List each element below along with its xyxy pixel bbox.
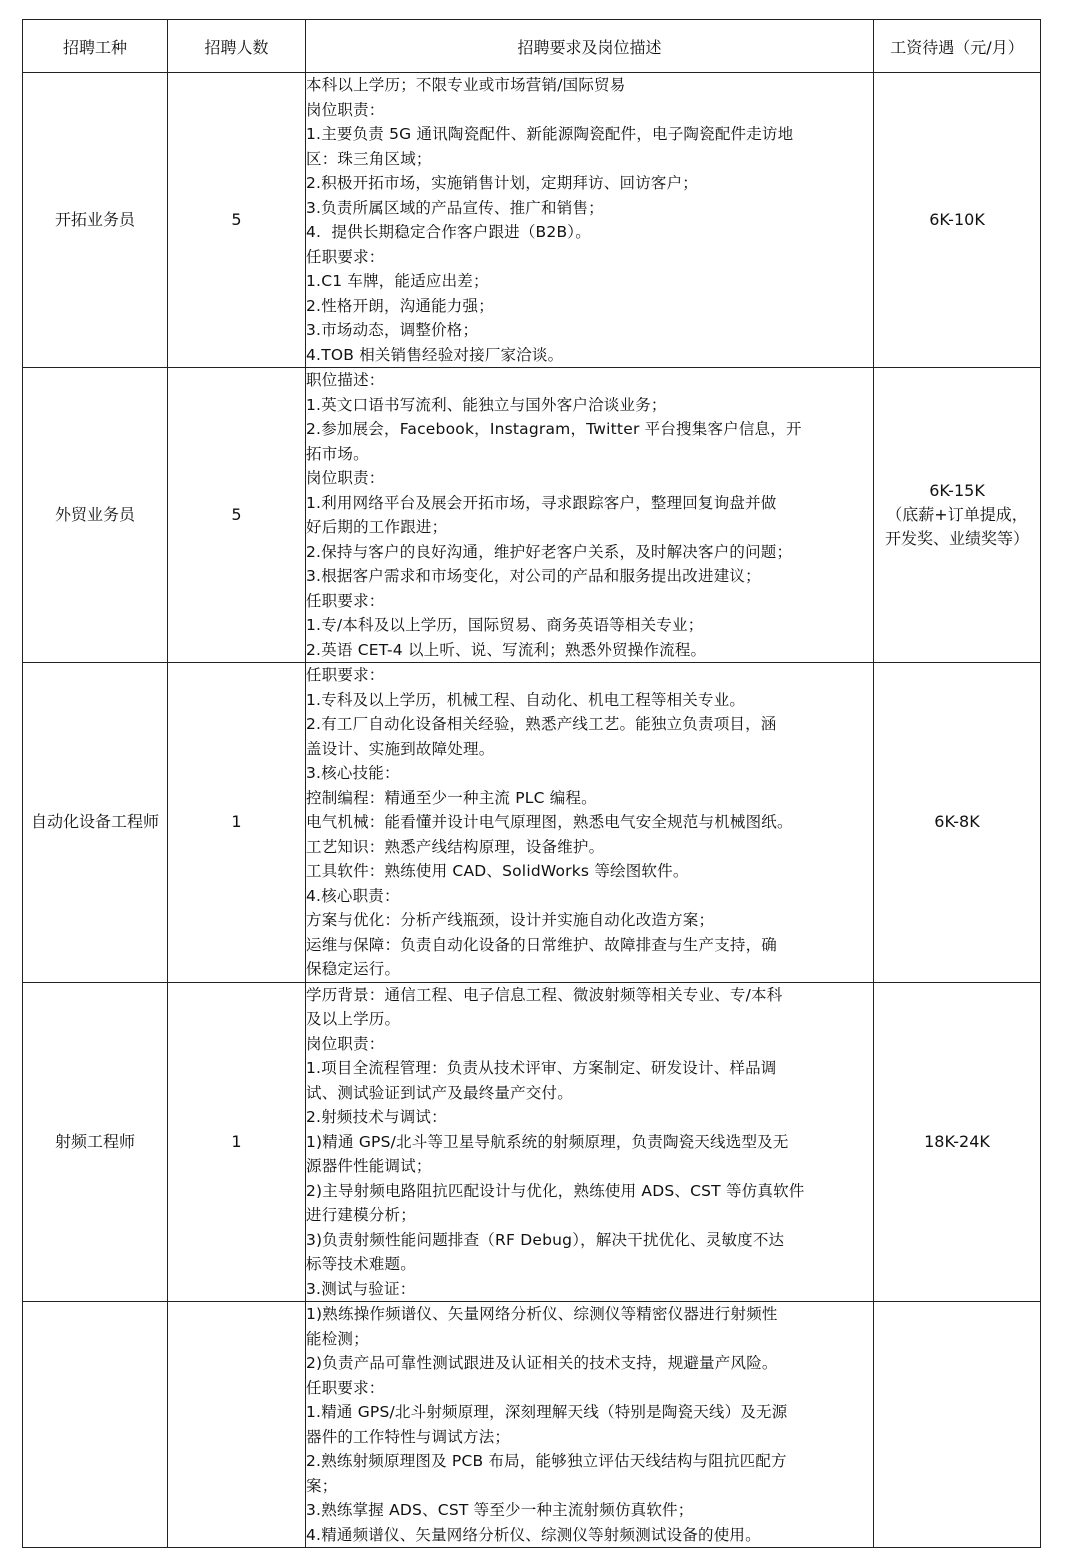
salary-line: 6K-15K <box>929 481 985 500</box>
description-line: 盖设计、实施到故障处理。 <box>306 739 495 758</box>
description-line: 能检测； <box>306 1329 369 1348</box>
description-line: 进行建模分析； <box>306 1206 416 1224</box>
description-line: 拓市场。 <box>306 444 369 463</box>
header-job-type: 招聘工种 <box>23 20 168 73</box>
description-line: 3.测试与验证： <box>306 1279 416 1298</box>
description-cell <box>306 1302 874 1548</box>
description-line: 1.利用网络平台及展会开拓市场，寻求跟踪客户，整理回复询盘并做 <box>306 493 777 512</box>
headcount-cell <box>168 1302 306 1548</box>
description-line: 运维与保障：负责自动化设备的日常维护、故障排查与生产支持，确 <box>306 935 778 954</box>
description-line: 案； <box>306 1476 338 1495</box>
salary-line: 6K-10K <box>929 210 985 229</box>
header-salary: 工资待遇（元/月） <box>874 20 1041 73</box>
description-line: 2.性格开朗，沟通能力强； <box>306 296 494 315</box>
description-line: 2.参加展会，Facebook，Instagram，Twitter 平台搜集客户信息，开 <box>306 420 802 438</box>
description-line: 4. 提供长期稳定合作客户跟进（B2B）。 <box>306 223 591 241</box>
description-cell <box>306 368 874 663</box>
description-line: 3.核心技能： <box>306 764 400 782</box>
description-cell <box>306 663 874 983</box>
salary-line: 6K-8K <box>934 812 980 832</box>
table-row <box>23 982 1041 1302</box>
description-line: 及以上学历。 <box>306 1010 401 1028</box>
description-line: 4.精通频谱仪、矢量网络分析仪、综测仪等射频测试设备的使用。 <box>306 1525 761 1544</box>
headcount-cell: 1 <box>168 982 306 1302</box>
description-line: 4.TOB 相关销售经验对接厂家洽谈。 <box>306 345 564 364</box>
recruitment-table <box>22 19 1041 1548</box>
description-line: 任职要求： <box>306 666 385 684</box>
description-line: 3.根据客户需求和市场变化，对公司的产品和服务提出改进建议； <box>306 567 761 585</box>
description-line: 任职要求： <box>306 247 385 266</box>
description-line: 1.英文口语书写流利、能独立与国外客户洽谈业务； <box>306 395 667 414</box>
header-description: 招聘要求及岗位描述 <box>306 20 874 73</box>
description-line: 区：珠三角区域； <box>306 149 432 168</box>
description-line: 2)负责产品可靠性测试跟进及认证相关的技术支持，规避量产风险。 <box>306 1354 778 1372</box>
headcount-cell: 1 <box>168 663 306 983</box>
description-line: 1.专科及以上学历，机械工程、自动化、机电工程等相关专业。 <box>306 690 746 709</box>
headcount-cell: 5 <box>168 368 306 663</box>
description-line: 岗位职责： <box>306 1034 385 1053</box>
description-line: 学历背景：通信工程、电子信息工程、微波射频等相关专业、专/本科 <box>306 985 783 1004</box>
description-line: 1.精通 GPS/北斗射频原理，深刻理解天线（特别是陶瓷天线）及无源 <box>306 1403 788 1421</box>
salary-cell <box>874 73 1041 368</box>
description-line: 岗位职责： <box>306 100 385 119</box>
description-cell <box>306 73 874 368</box>
description-line: 方案与优化：分析产线瓶颈，设计并实施自动化改造方案； <box>306 911 715 929</box>
headcount-cell: 5 <box>168 73 306 368</box>
job-type-cell: 外贸业务员 <box>23 368 168 663</box>
description-line: 保稳定运行。 <box>306 960 401 978</box>
description-line: 2)主导射频电路阻抗匹配设计与优化，熟练使用 ADS、CST 等仿真软件 <box>306 1181 805 1200</box>
description-line: 3.熟练掌握 ADS、CST 等至少一种主流射频仿真软件； <box>306 1501 694 1519</box>
description-line: 岗位职责： <box>306 469 385 487</box>
description-line: 1)熟练操作频谱仪、矢量网络分析仪、综测仪等精密仪器进行射频性 <box>306 1305 778 1323</box>
description-line: 3.市场动态，调整价格； <box>306 321 479 339</box>
description-line: 2.积极开拓市场，实施销售计划，定期拜访、回访客户； <box>306 174 698 192</box>
job-type-cell: 自动化设备工程师 <box>23 663 168 983</box>
description-line: 标等技术难题。 <box>306 1255 416 1273</box>
description-line: 工具软件：熟练使用 CAD、SolidWorks 等绘图软件。 <box>306 862 689 880</box>
description-line: 1)精通 GPS/北斗等卫星导航系统的射频原理，负责陶瓷天线选型及无 <box>306 1132 789 1151</box>
salary-line: 18K-24K <box>924 1131 990 1151</box>
description-line: 1.C1 车牌，能适应出差； <box>306 272 489 290</box>
description-line: 任职要求： <box>306 591 385 610</box>
description-line: 2.有工厂自动化设备相关经验，熟悉产线工艺。能独立负责项目，涵 <box>306 715 777 733</box>
description-line: 试、测试验证到试产及最终量产交付。 <box>306 1083 573 1102</box>
description-line: 本科以上学历；不限专业或市场营销/国际贸易 <box>306 76 626 94</box>
table-row <box>23 73 1041 368</box>
job-type-cell: 开拓业务员 <box>23 73 168 368</box>
description-line: 职位描述： <box>306 371 385 389</box>
job-type-cell: 射频工程师 <box>23 982 168 1302</box>
salary-line: （底薪+订单提成， <box>886 505 1028 524</box>
salary-line: 开发奖、业绩奖等） <box>884 529 1029 548</box>
table-row <box>23 663 1041 983</box>
description-line: 1.项目全流程管理：负责从技术评审、方案制定、研发设计、样品调 <box>306 1059 777 1077</box>
salary-cell <box>874 1302 1041 1548</box>
table-row <box>23 1302 1041 1548</box>
description-line: 任职要求： <box>306 1378 385 1397</box>
description-line: 控制编程：精通至少一种主流 PLC 编程。 <box>306 788 597 807</box>
table-header-row <box>23 20 1041 73</box>
description-line: 4.核心职责： <box>306 886 400 905</box>
job-type-cell <box>23 1302 168 1548</box>
description-line: 电气机械：能看懂并设计电气原理图，熟悉电气安全规范与机械图纸。 <box>306 813 793 831</box>
description-line: 器件的工作特性与调试方法； <box>306 1427 511 1446</box>
description-line: 3.负责所属区域的产品宣传、推广和销售； <box>306 198 604 217</box>
description-line: 3)负责射频性能问题排查（RF Debug），解决干扰优化、灵敏度不达 <box>306 1230 785 1249</box>
description-line: 2.英语 CET-4 以上听、说、写流利；熟悉外贸操作流程。 <box>306 640 707 659</box>
description-line: 好后期的工作跟进； <box>306 518 448 536</box>
salary-cell <box>874 368 1041 663</box>
description-line: 2.保持与客户的良好沟通，维护好老客户关系，及时解决客户的问题； <box>306 542 793 561</box>
description-line: 工艺知识：熟悉产线结构原理，设备维护。 <box>306 837 605 856</box>
salary-cell <box>874 982 1041 1302</box>
description-line: 1.主要负责 5G 通讯陶瓷配件、新能源陶瓷配件，电子陶瓷配件走访地 <box>306 125 794 143</box>
salary-cell <box>874 663 1041 983</box>
description-line: 2.熟练射频原理图及 PCB 布局，能够独立评估天线结构与阻抗匹配方 <box>306 1452 787 1470</box>
description-line: 1.专/本科及以上学历，国际贸易、商务英语等相关专业； <box>306 616 704 634</box>
description-cell <box>306 982 874 1302</box>
description-line: 源器件性能调试； <box>306 1157 432 1175</box>
table-row <box>23 368 1041 663</box>
description-line: 2.射频技术与调试： <box>306 1108 447 1126</box>
header-headcount: 招聘人数 <box>168 20 306 73</box>
